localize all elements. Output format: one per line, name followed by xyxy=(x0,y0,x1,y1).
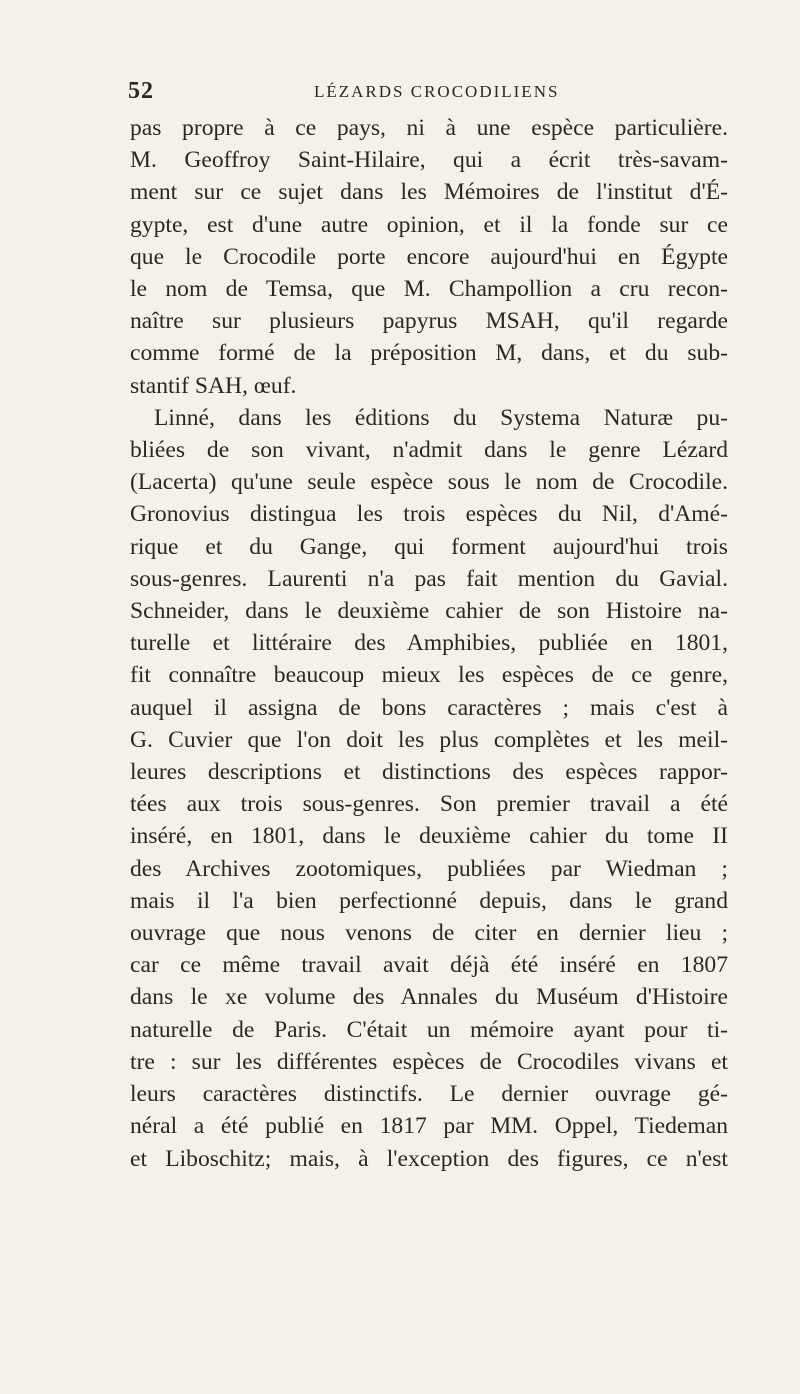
text-line: dans le xe volume des Annales du Muséum d'Histoire xyxy=(130,984,728,1011)
text-line: leures descriptions et distinctions des espèces rappor- xyxy=(130,759,728,786)
text-line: bliées de son vivant, n'admit dans le genre Lézard xyxy=(130,437,728,464)
text-line: néral a été publié en 1817 par MM. Oppel, Tiedeman xyxy=(130,1113,728,1140)
page-number: 52 xyxy=(128,78,154,104)
text-line: le nom de Temsa, que M. Champollion a cru recon- xyxy=(130,276,728,303)
text-line: Linné, dans les éditions du Systema Naturæ pu- xyxy=(154,404,728,431)
body-text xyxy=(130,112,728,1175)
text-line: comme formé de la préposition M, dans, et du sub- xyxy=(130,340,728,367)
text-line: pas propre à ce pays, ni à une espèce particulière. xyxy=(130,115,728,141)
text-line: car ce même travail avait déjà été inséré en 1807 xyxy=(130,952,728,979)
text-line: mais il l'a bien perfectionné depuis, dans le grand xyxy=(130,887,728,914)
text-line: ment sur ce sujet dans les Mémoires de l'institut d'É- xyxy=(130,179,728,206)
running-head xyxy=(128,78,728,108)
text-line: des Archives zootomiques, publiées par Wiedman ; xyxy=(130,855,728,882)
text-line: sous-genres. Laurenti n'a pas fait mention du Gavial. xyxy=(130,565,728,592)
text-line: naître sur plusieurs papyrus MSAH, qu'il regarde xyxy=(130,308,728,335)
text-line: Schneider, dans le deuxième cahier de son Histoire na- xyxy=(130,598,728,625)
text-line: auquel il assigna de bons caractères ; mais c'est à xyxy=(130,694,728,721)
text-line: fit connaître beaucoup mieux les espèces de ce genre, xyxy=(130,662,728,689)
text-line: G. Cuvier que l'on doit les plus complètes et les meil- xyxy=(130,726,728,753)
text-line: Gronovius distingua les trois espèces du Nil, d'Amé- xyxy=(130,501,728,528)
text-line: rique et du Gange, qui forment aujourd'hui trois xyxy=(130,533,728,560)
text-line: ouvrage que nous venons de citer en dernier lieu ; xyxy=(130,920,728,947)
text-line: gypte, est d'une autre opinion, et il la fonde sur ce xyxy=(130,211,728,238)
text-line: tées aux trois sous-genres. Son premier travail a été xyxy=(130,791,728,818)
text-line: turelle et littéraire des Amphibies, publiée en 1801, xyxy=(130,630,728,657)
text-line: et Liboschitz; mais, à l'exception des figures, ce n'est xyxy=(130,1145,728,1172)
text-line: leurs caractères distinctifs. Le dernier ouvrage gé- xyxy=(130,1081,728,1108)
running-title: LÉZARDS CROCODILIENS xyxy=(314,82,560,101)
text-line: tre : sur les différentes espèces de Crocodiles vivans et xyxy=(130,1048,728,1075)
text-line: M. Geoffroy Saint-Hilaire, qui a écrit très-savam- xyxy=(130,147,728,174)
text-line: stantif SAH, œuf. xyxy=(130,372,297,399)
text-line: (Lacerta) qu'une seule espèce sous le nom de Crocodile. xyxy=(130,469,728,496)
text-line: que le Crocodile porte encore aujourd'hui en Égypte xyxy=(130,243,728,270)
text-line: inséré, en 1801, dans le deuxième cahier du tome II xyxy=(130,823,728,850)
text-line: naturelle de Paris. C'était un mémoire ayant pour ti- xyxy=(130,1016,728,1043)
